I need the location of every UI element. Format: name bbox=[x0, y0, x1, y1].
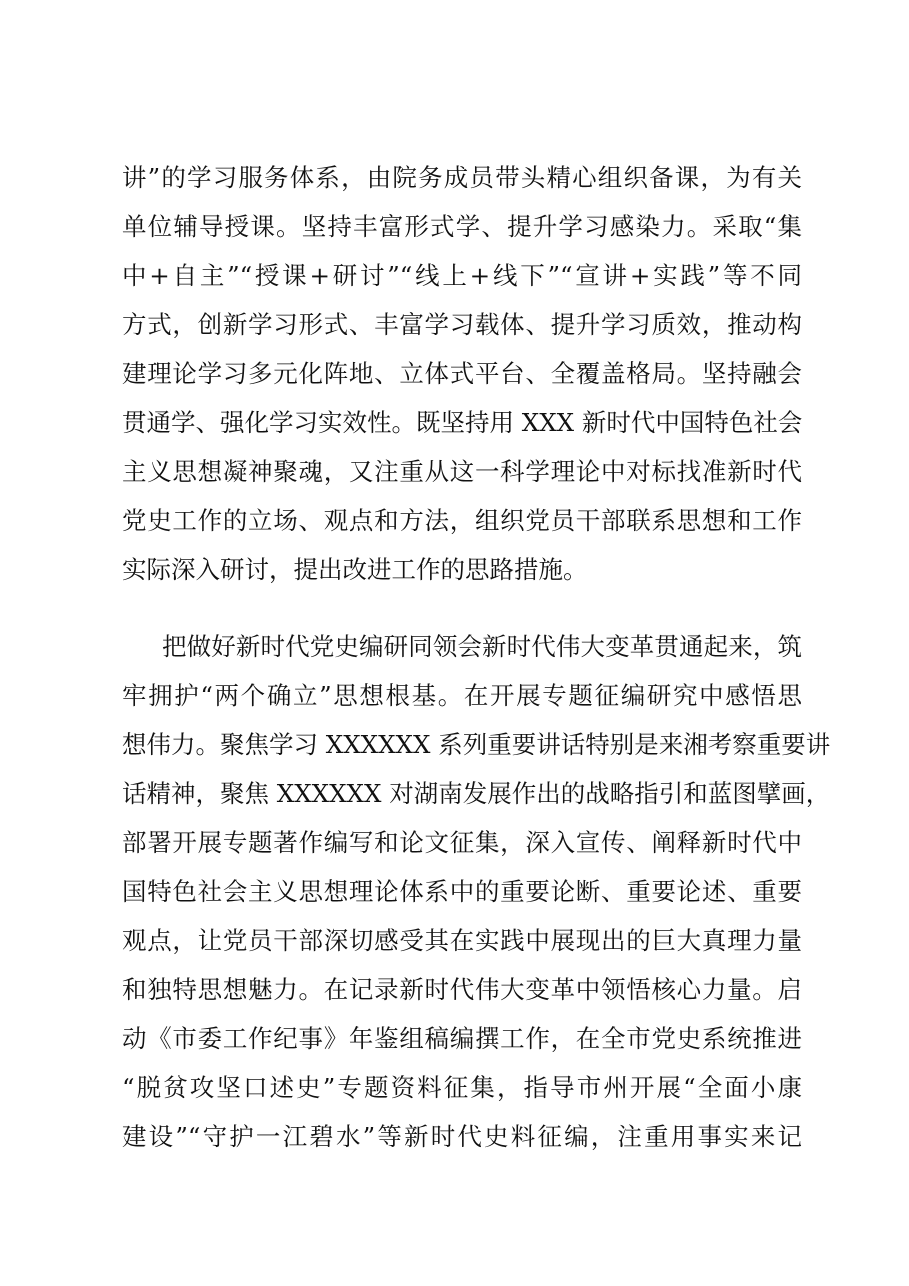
paragraph-line: 建设”“守护一江碧水”等新时代史料征编，注重用事实来记 bbox=[122, 1122, 802, 1151]
paragraph-line: “脱贫攻坚口述史”专题资料征集，指导市州开展“全面小康 bbox=[122, 1073, 802, 1102]
paragraph-line: 主义思想凝神聚魂，又注重从这一科学理论中对标找准新时代 bbox=[122, 457, 802, 486]
paragraph-line: 讲”的学习服务体系，由院务成员带头精心组织备课，为有关 bbox=[122, 163, 802, 192]
paragraph-line: 实际深入研讨，提出改进工作的思路措施。 bbox=[122, 555, 588, 584]
paragraph-line: 和独特思想魅力。在记录新时代伟大变革中领悟核心力量。启 bbox=[122, 975, 802, 1004]
paragraph-line: 单位辅导授课。坚持丰富形式学、提升学习感染力。采取“集 bbox=[122, 212, 802, 241]
paragraph-line: 中+自主”“授课+研讨”“线上+线下”“宣讲+实践”等不同 bbox=[122, 261, 802, 290]
paragraph-line: 党史工作的立场、观点和方法，组织党员干部联系思想和工作 bbox=[122, 506, 802, 535]
paragraph-line: 动《市委工作纪事》年鉴组稿编撰工作，在全市党史系统推进 bbox=[122, 1024, 802, 1053]
paragraph-line: 把做好新时代党史编研同领会新时代伟大变革贯通起来，筑 bbox=[162, 632, 802, 661]
paragraph-1 bbox=[122, 153, 802, 594]
paragraph-line: 观点，让党员干部深切感受其在实践中展现出的巨大真理力量 bbox=[122, 926, 802, 955]
paragraph-2 bbox=[122, 622, 831, 1161]
paragraph-line: 方式，创新学习形式、丰富学习载体、提升学习质效，推动构 bbox=[122, 310, 802, 339]
paragraph-line: 贯通学、强化学习实效性。既坚持用 XXX 新时代中国特色社会 bbox=[122, 408, 803, 437]
paragraph-line: 牢拥护“两个确立”思想根基。在开展专题征编研究中感悟思 bbox=[122, 681, 802, 710]
paragraph-line: 部署开展专题著作编写和论文征集，深入宣传、阐释新时代中 bbox=[122, 828, 802, 857]
paragraph-line: 想伟力。聚焦学习 XXXXXX 系列重要讲话特别是来湘考察重要讲 bbox=[122, 730, 831, 759]
paragraph-line: 国特色社会主义思想理论体系中的重要论断、重要论述、重要 bbox=[122, 877, 802, 906]
paragraph-line: 建理论学习多元化阵地、立体式平台、全覆盖格局。坚持融会 bbox=[122, 359, 802, 388]
paragraph-line: 话精神，聚焦 XXXXXX 对湖南发展作出的战略指引和蓝图擘画， bbox=[122, 779, 831, 808]
